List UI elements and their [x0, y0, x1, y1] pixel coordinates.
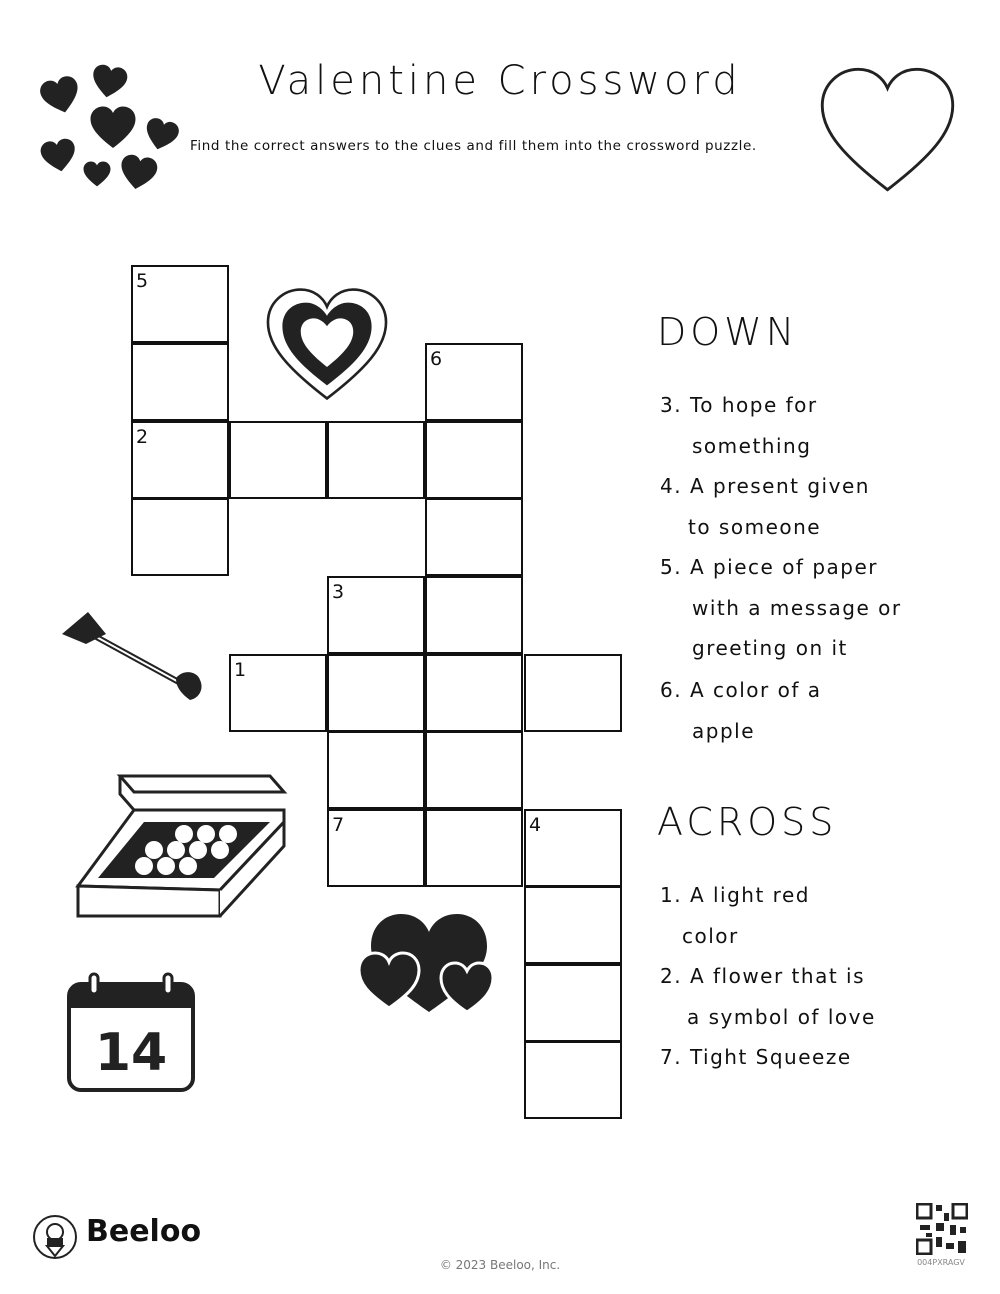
crossword-cell[interactable] [327, 731, 425, 809]
clue-text: apple [692, 718, 756, 743]
across-clue-1 [660, 875, 930, 956]
qr-code-icon [916, 1203, 968, 1255]
crossword-cell[interactable] [425, 576, 523, 654]
clue-text: 2. A flower that is [660, 964, 866, 988]
crossword-cell[interactable] [229, 421, 327, 499]
brand-name: Beeloo [86, 1214, 202, 1249]
clue-text: with a message or [692, 595, 902, 620]
crossword-cell[interactable] [425, 421, 523, 499]
arrow-icon [58, 608, 206, 704]
crossword-cell[interactable] [425, 498, 523, 576]
down-clue-5 [660, 547, 930, 669]
down-clue-4 [660, 466, 930, 547]
three-hearts-icon [355, 908, 503, 1016]
chocolate-box-icon [74, 770, 288, 922]
clue-number-4: 4 [529, 814, 542, 836]
sheet-code: 004PXRAGV [917, 1258, 965, 1267]
clue-number-7: 7 [332, 814, 345, 836]
clue-text: a symbol of love [687, 1004, 876, 1029]
across-clue-7 [660, 1037, 930, 1078]
crossword-cell[interactable] [425, 654, 523, 732]
crossword-cell[interactable] [524, 1041, 622, 1119]
clue-text: 5. A piece of paper [660, 555, 879, 579]
clue-text: greeting on it [692, 636, 848, 660]
copyright: © 2023 Beeloo, Inc. [439, 1258, 561, 1272]
clue-text: 4. A present given [660, 474, 870, 498]
across-clue-2 [660, 956, 930, 1037]
clue-number-3: 3 [332, 581, 345, 603]
down-clue-6 [660, 670, 930, 751]
crossword-cell[interactable] [131, 343, 229, 421]
crossword-cell[interactable] [327, 654, 425, 732]
clue-number-1: 1 [234, 659, 247, 681]
clue-text: to someone [688, 514, 822, 539]
crossword-cell[interactable] [524, 886, 622, 964]
clue-text: 7. Tight Squeeze [660, 1045, 852, 1069]
page-title: Valentine Crossword [258, 58, 742, 104]
clue-text: color [682, 923, 739, 948]
crossword-cell[interactable] [425, 809, 523, 887]
clue-text: 1. A light red [660, 883, 810, 907]
across-heading: ACROSS [657, 800, 838, 844]
heart-outline-icon [815, 62, 960, 197]
instructions: Find the correct answers to the clues and fill them into the crossword puzzle. [190, 138, 757, 154]
crossword-cell[interactable] [524, 654, 622, 732]
clue-text: 3. To hope for [660, 393, 818, 417]
clue-text: something [692, 433, 812, 458]
down-clue-3 [660, 385, 930, 466]
clue-number-6: 6 [430, 348, 443, 370]
down-heading: DOWN [657, 310, 799, 354]
crossword-cell[interactable] [524, 964, 622, 1042]
calendar-icon [66, 972, 196, 1094]
layered-heart-icon [256, 283, 398, 405]
clue-text: 6. A color of a [660, 678, 822, 702]
beeloo-bee-logo-icon [32, 1214, 78, 1260]
clue-number-2: 2 [136, 426, 149, 448]
calendar-day: 14 [94, 1023, 168, 1083]
clue-number-5: 5 [136, 270, 149, 292]
crossword-cell[interactable] [327, 421, 425, 499]
crossword-cell[interactable] [131, 498, 229, 576]
crossword-cell[interactable] [425, 731, 523, 809]
